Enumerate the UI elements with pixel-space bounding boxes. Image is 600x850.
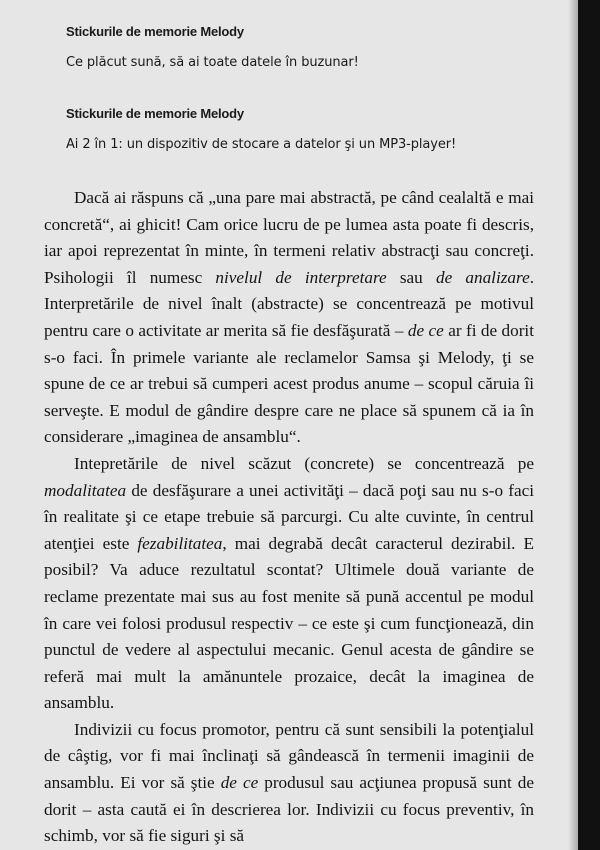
ad-slogan: Ai 2 în 1: un dispozitiv de stocare a datelor şi un MP3-player! [66, 137, 457, 152]
italic-run: modalitatea [44, 480, 127, 500]
italic-run: fezabilitatea [137, 533, 223, 553]
page-gutter-shade [568, 0, 578, 850]
text-run: ar fi de dorit s-o faci. În primele variante ale reclamelor Samsa şi Melody, ţi se spune de ce ar trebui să cumperi acest produs anume – scopul căruia îi serveşte. E modul de gândire despre care ne place să spunem că ia în considerare „imaginea de ansamblu“. [44, 320, 534, 447]
text-run: Dacă ai răspuns că „una pare mai abstractă, pe când cealaltă e mai concretă“, ai ghicit! Cam orice lucru de pe lumea asta poate fi descris, iar apoi reprezentat în minte, în termeni relativ abstracţi sau concreţi. Psihologii îl numesc [44, 188, 534, 287]
text-run: produsul sau acţiunea propusă sunt de dorit – asta caută ei în descrierea lor. Indivizii cu focus preventiv, în schimb, vor să fie siguri şi să [44, 773, 534, 846]
ad-example-1 [66, 24, 546, 70]
italic-run: de ce [407, 320, 444, 340]
ad-title: Stickurile de memorie Melody [66, 24, 244, 39]
italic-run: nivelul de interpretare [215, 267, 387, 287]
italic-run: de ce [220, 773, 259, 793]
italic-run: de analizare [435, 267, 530, 287]
body-text [44, 185, 534, 850]
text-run: sau [386, 267, 436, 287]
paragraph [44, 185, 534, 451]
paragraph [44, 451, 534, 717]
ad-slogan: Ce plăcut sună, să ai toate datele în buzunar! [66, 55, 359, 70]
ad-title: Stickurile de memorie Melody [66, 106, 244, 121]
paragraph [44, 717, 534, 850]
page-edge-shadow [578, 0, 600, 850]
text-run: de desfăşurare a unei activităţi – dacă poţi sau nu s-o faci în realitate şi ce etape trebuie să parcurgi. Cu alte cuvinte, în centrul atenţiei este [44, 480, 534, 553]
text-run: . Interpretările de nivel înalt (abstracte) se concentrează pe motivul pentru care o activitate ar merita să fie desfăşurată – [44, 267, 534, 340]
ad-example-2 [66, 106, 546, 152]
text-run: , mai degrabă decât caracterul dezirabil. E posibil? Va aduce rezultatul scontat? Ultimele două variante de reclame prezentate mai sus au fost menite să pună accentul pe modul în care vei folosi produsul respectiv – ce este şi cum funcţionează, din punctul de vedere al aspectului mecanic. Genul acesta de gândire se referă mai mult la amănuntele prozaice, decât la imaginea de ansamblu. [44, 533, 534, 713]
text-run: Indivizii cu focus promotor, pentru că sunt sensibili la potenţialul de câştig, vor fi mai înclinaţi să gândească în termenii imaginii de ansamblu. Ei vor să ştie [44, 719, 534, 793]
text-run: Intepretările de nivel scăzut (concrete) se concentrează pe [74, 453, 534, 473]
